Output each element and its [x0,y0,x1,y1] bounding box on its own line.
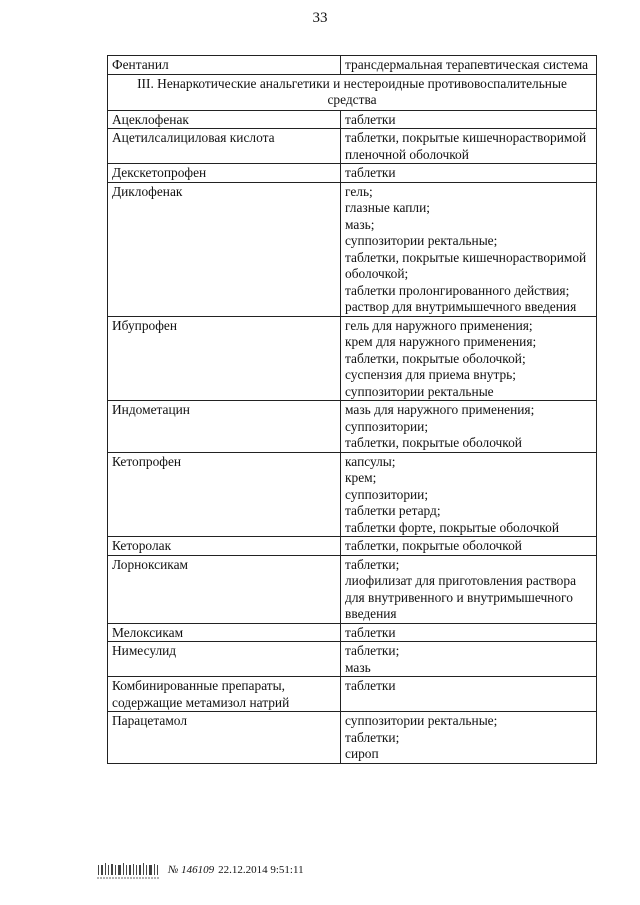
dosage-form: мазь [345,659,371,675]
section-header: III. Ненаркотические анальгетики и нестероидные противовоспалительные средства [108,74,597,110]
drug-name-cell: Диклофенак [108,182,341,316]
drug-name-cell: Кетопрофен [108,452,341,537]
table-row [108,401,597,453]
dosage-form: таблетки [345,165,396,180]
dosage-form: таблетки форте, покрытые оболочкой [345,519,559,535]
dosage-forms-cell [341,401,597,453]
dosage-form: сироп [345,746,379,761]
dosage-forms-cell [341,537,597,556]
table-row [108,56,597,75]
drug-name-cell: Нимесулид [108,642,341,677]
dosage-form: таблетки, покрытые оболочкой; [345,350,526,366]
dosage-form: суспензия для приема внутрь; [345,367,517,382]
section-header-row [108,74,597,110]
footer-stamp [96,858,304,882]
dosage-form: суппозитории; [345,486,429,502]
dosage-form: мазь для наружного применения; [345,402,535,417]
dosage-form: таблетки, покрытые оболочкой [345,435,522,450]
dosage-forms-cell [341,677,597,712]
document-number: № 146109 [168,864,215,876]
barcode-stamp-icon [96,859,162,881]
dosage-form: лиофилизат для приготовления раствора для внутривенного и внутримышечного введения [345,573,577,621]
table-row [108,316,597,401]
table-row [108,642,597,677]
dosage-form: раствор для внутримышечного введения [345,299,577,314]
drug-name-cell: Ибупрофен [108,316,341,401]
drug-name-cell: Ацетилсалициловая кислота [108,129,341,164]
dosage-form: суппозитории ректальные [345,383,494,399]
dosage-forms-cell [341,712,597,764]
dosage-forms-cell [341,316,597,401]
dosage-form: таблетки, покрытые оболочкой [345,538,522,553]
dosage-form: трансдермальная терапевтическая система [345,57,589,72]
dosage-form: крем; [345,470,377,485]
drug-table-body [108,56,597,764]
drug-name-cell: Кеторолак [108,537,341,556]
table-row [108,164,597,183]
dosage-form: таблетки; [345,643,400,658]
drug-name-cell: Декскетопрофен [108,164,341,183]
dosage-form: таблетки; [345,729,400,745]
dosage-forms-cell [341,182,597,316]
dosage-form: гель для наружного применения; [345,317,533,333]
dosage-form: таблетки пролонгированного действия; [345,282,570,298]
dosage-form: суппозитории ректальные; [345,233,498,248]
dosage-form: таблетки [345,624,396,640]
dosage-form: гель; [345,183,373,199]
document-timestamp: 22.12.2014 9:51:11 [218,864,304,876]
table-row [108,537,597,556]
dosage-forms-cell [341,164,597,183]
table-row [108,623,597,642]
dosage-form: капсулы; [345,453,396,469]
drug-name-cell: Ацеклофенак [108,110,341,129]
dosage-form: таблетки; [345,556,400,572]
drug-name-cell: Мелоксикам [108,623,341,642]
drug-name-cell: Парацетамол [108,712,341,764]
table-row [108,555,597,623]
dosage-forms-cell [341,452,597,537]
dosage-form: таблетки, покрытые кишечнорастворимой оболочкой; [345,249,587,281]
dosage-forms-cell [341,129,597,164]
dosage-form: мазь; [345,216,375,232]
table-row [108,712,597,764]
drug-name-cell: Индометацин [108,401,341,453]
drug-name-cell: Лорноксикам [108,555,341,623]
dosage-form: суппозитории ректальные; [345,713,498,728]
table-row [108,452,597,537]
dosage-forms-cell [341,555,597,623]
dosage-form: таблетки, покрытые кишечнорастворимой пленочной оболочкой [345,130,587,162]
table-row [108,677,597,712]
table-row [108,110,597,129]
table-row [108,129,597,164]
drug-table [107,55,597,764]
drug-name-cell: Фентанил [108,56,341,75]
dosage-form: таблетки ретард; [345,503,441,518]
dosage-forms-cell [341,623,597,642]
dosage-form: суппозитории; [345,418,429,434]
table-row [108,182,597,316]
dosage-form: таблетки [345,111,396,127]
dosage-forms-cell [341,642,597,677]
page-number: 33 [312,10,328,26]
dosage-form: таблетки [345,678,396,693]
dosage-forms-cell [341,56,597,75]
dosage-forms-cell [341,110,597,129]
drug-name-cell: Комбинированные препараты, содержащие метамизол натрий [108,677,341,712]
dosage-form: крем для наружного применения; [345,334,537,349]
dosage-form: глазные капли; [345,200,430,215]
